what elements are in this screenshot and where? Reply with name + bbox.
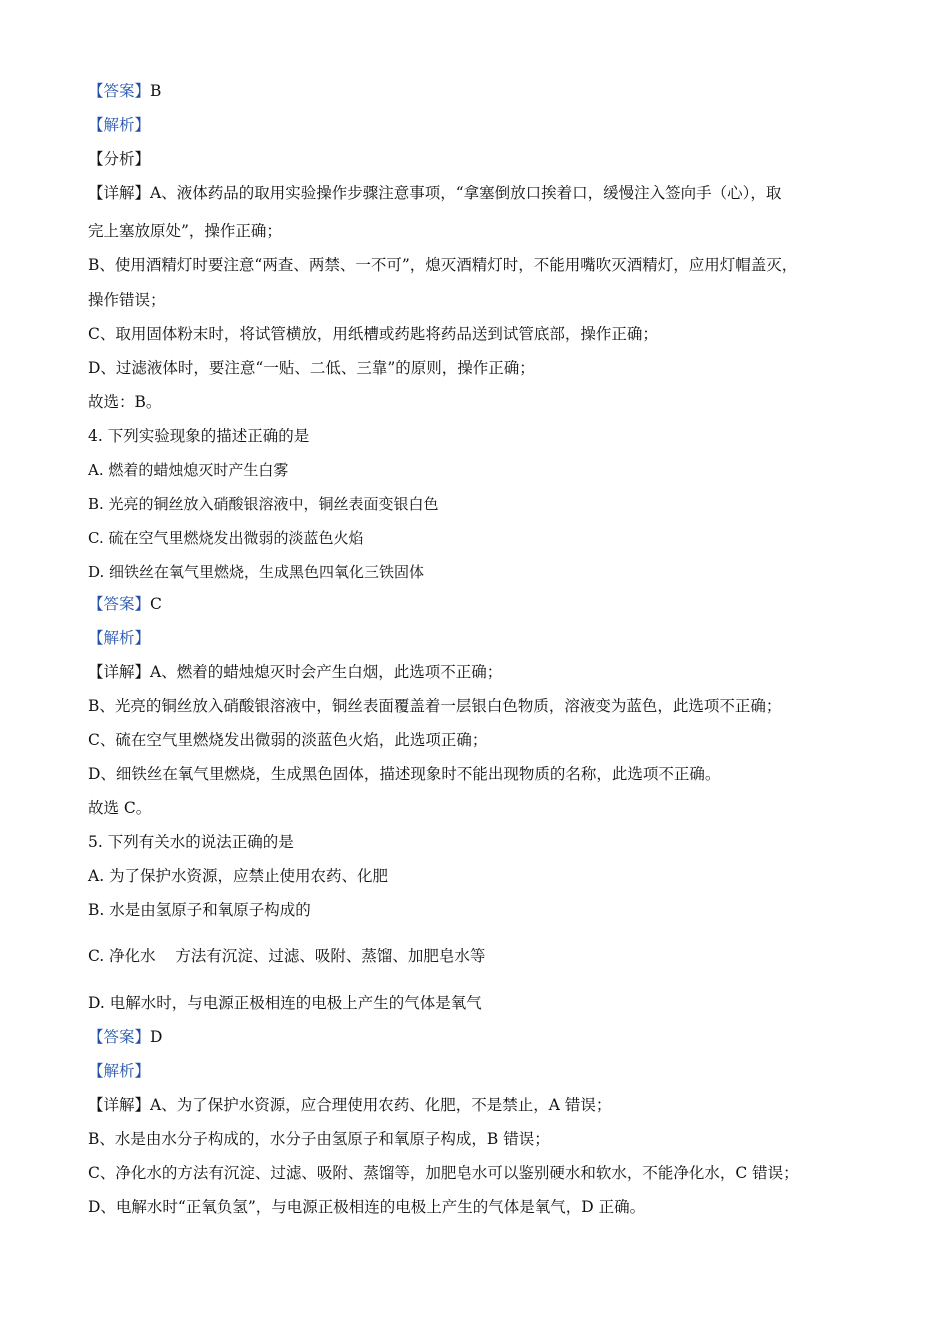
q3-analysis-tag: 【解析】 (88, 116, 151, 134)
answer-value: C (150, 595, 162, 613)
q4-detail-line: D、细铁丝在氧气里燃烧，生成黑色固体，描述现象时不能出现物质的名称，此选项不正确。 (88, 765, 721, 783)
q3-detail-line: 【详解】A、液体药品的取用实验操作步骤注意事项，“拿塞倒放口挨着口，缓慢注入签向手（心），取 (88, 184, 782, 202)
answer-tag: 【答案】 (88, 595, 151, 613)
q5-detail-line: C、净化水的方法有沉淀、过滤、吸附、蒸馏等，加肥皂水可以鉴别硬水和软水，不能净化水，C 错误； (88, 1164, 799, 1182)
q3-fenxi-tag: 【分析】 (88, 150, 151, 168)
q4-option-d: D. 细铁丝在氧气里燃烧，生成黑色四氧化三铁固体 (88, 563, 425, 581)
answer-tag: 【答案】 (88, 1028, 151, 1046)
q4-stem: 4. 下列实验现象的描述正确的是 (88, 427, 310, 445)
q5-option-a: A. 为了保护水资源，应禁止使用农药、化肥 (88, 867, 389, 885)
q4-answer (88, 593, 890, 615)
q4-option-a: A. 燃着的蜡烛熄灭时产生白雾 (88, 461, 289, 479)
detail-tag: 【详解】 (88, 1096, 151, 1114)
q3-detail-line: B、使用酒精灯时要注意“两查、两禁、一不可”，熄灭酒精灯时，不能用嘴吹灭酒精灯，应用灯帽盖灭， (88, 256, 798, 274)
q5-option-c: C. 净化水 方法有沉淀、过滤、吸附、蒸馏、加肥皂水等 (88, 947, 486, 965)
q5-option-d: D. 电解水时，与电源正极相连的电极上产生的气体是氧气 (88, 994, 482, 1012)
answer-value: B (150, 82, 162, 100)
detail-tag: 【详解】 (88, 184, 151, 202)
detail-tag: 【详解】 (88, 663, 151, 681)
q3-detail-line: D、过滤液体时，要注意“一贴、二低、三靠”的原则，操作正确； (88, 359, 535, 377)
q3-conclusion: 故选：B。 (88, 393, 162, 411)
q4-detail-line: C、硫在空气里燃烧发出微弱的淡蓝色火焰，此选项正确； (88, 731, 488, 749)
q5-detail-line: B、水是由水分子构成的，水分子由氢原子和氧原子构成，B 错误； (88, 1130, 550, 1148)
q5-analysis-tag: 【解析】 (88, 1062, 151, 1080)
q4-conclusion: 故选 C。 (88, 799, 152, 817)
q3-detail-line: C、取用固体粉末时，将试管横放，用纸槽或药匙将药品送到试管底部，操作正确； (88, 325, 658, 343)
q4-detail-line: 【详解】A、燃着的蜡烛熄灭时会产生白烟，此选项不正确； (88, 663, 503, 681)
answer-tag: 【答案】 (88, 82, 151, 100)
q4-option-c: C. 硫在空气里燃烧发出微弱的淡蓝色火焰 (88, 529, 364, 547)
q5-detail-line: 【详解】A、为了保护水资源，应合理使用农药、化肥，不是禁止，A 错误； (88, 1096, 612, 1114)
q3-detail-line: 操作错误； (88, 291, 166, 309)
q4-option-b: B. 光亮的铜丝放入硝酸银溶液中，铜丝表面变银白色 (88, 495, 439, 513)
q5-option-b: B. 水是由氢原子和氧原子构成的 (88, 901, 311, 919)
q5-detail-line: D、电解水时“正氧负氢”，与电源正极相连的电极上产生的气体是氧气，D 正确。 (88, 1198, 646, 1216)
q3-answer (88, 80, 890, 102)
q3-detail-line: 完上塞放原处”，操作正确； (88, 222, 282, 240)
answer-value: D (150, 1028, 163, 1046)
q4-detail-line: B、光亮的铜丝放入硝酸银溶液中，铜丝表面覆盖着一层银白色物质，溶液变为蓝色，此选项不正确； (88, 697, 782, 715)
q5-stem: 5. 下列有关水的说法正确的是 (88, 833, 294, 851)
q5-answer (88, 1026, 890, 1048)
q4-analysis-tag: 【解析】 (88, 629, 151, 647)
